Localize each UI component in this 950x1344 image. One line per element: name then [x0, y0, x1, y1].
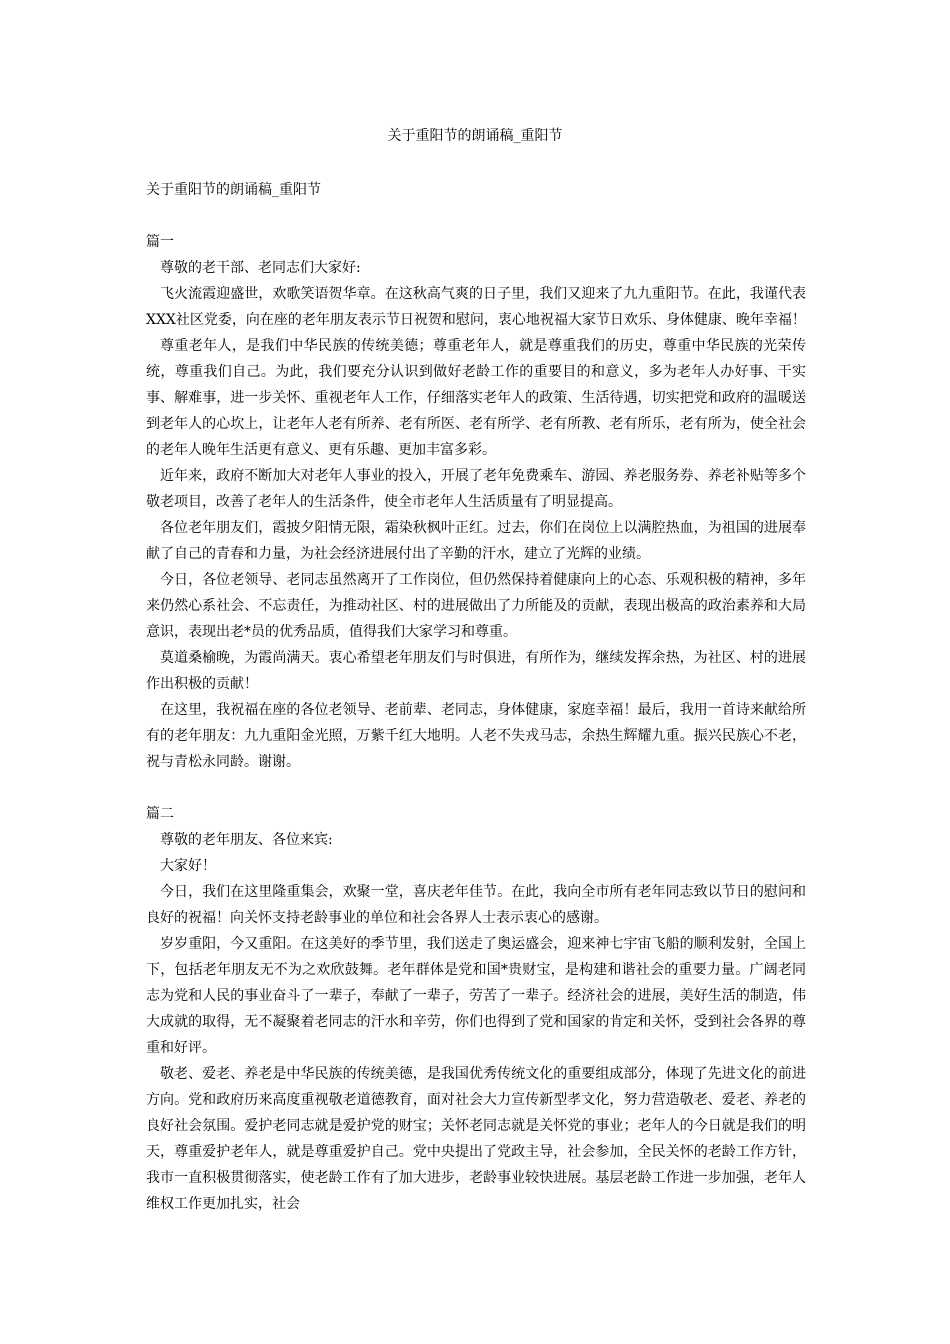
spacer [146, 775, 806, 801]
paragraph: 尊敬的老干部、老同志们大家好: [160, 260, 361, 276]
spacer [146, 203, 806, 229]
paragraph: 各位老年朋友们，霞披夕阳情无限，霜染秋枫叶正红。过去，你们在岗位上以满腔热血，为祖国的进展奉献了自己的青春和力量，为社会经济进展付出了辛勤的汗水，建立了光辉的业绩。 [146, 520, 806, 562]
paragraph: 今日，各位老领导、老同志虽然离开了工作岗位，但仍然保持着健康向上的心态、乐观积极的精神，多年来仍然心系社会、不忘责任，为推动社区、村的进展做出了力所能及的贡献，表现出极高的政治素养和大局意识，表现出老*员的优秀品质，值得我们大家学习和尊重。 [146, 572, 806, 640]
paragraph: 莫道桑榆晚，为霞尚满天。衷心希望老年朋友们与时俱进，有所作为，继续发挥余热，为社区、村的进展作出积极的贡献！ [146, 650, 806, 692]
paragraph: 大家好！ [160, 858, 216, 874]
paragraph: 敬老、爱老、养老是中华民族的传统美德，是我国优秀传统文化的重要组成部分，体现了先进文化的前进方向。党和政府历来高度重视敬老道德教育，面对社会大力宣传新型孝文化，努力营造敬老、爱老、养老的良好社会氛围。爱护老同志就是爱护党的财宝；关怀老同志就是关怀党的事业；老年人的今日就是我们的明天，尊重爱护老年人，就是尊重爱护自己。党中央提出了党政主导，社会参加，全民关怀的老龄工作方针，我市一直积极贯彻落实，使老龄工作有了加大进步，老龄事业较快进展。基层老龄工作进一步加强，老年人维权工作更加扎实，社会 [146, 1066, 806, 1212]
paragraph: 飞火流霞迎盛世，欢歌笑语贺华章。在这秋高气爽的日子里，我们又迎来了九九重阳节。在此，我谨代表XXX社区党委，向在座的老年朋友表示节日祝贺和慰问，衷心地祝福大家节日欢乐、身体健康、晚年幸福！ [146, 286, 806, 328]
paragraph: 岁岁重阳，今又重阳。在这美好的季节里，我们送走了奥运盛会，迎来神七宇宙飞船的顺利发射，全国上下，包括老年朋友无不为之欢欣鼓舞。老年群体是党和国*贵财宝，是构建和谐社会的重要力量。广阔老同志为党和人民的事业奋斗了一辈子，奉献了一辈子，劳苦了一辈子。经济社会的进展，美好生活的制造，伟大成就的取得，无不凝聚着老同志的汗水和辛劳，你们也得到了党和国家的肯定和关怀，受到社会各界的尊重和好评。 [146, 936, 806, 1056]
document-body [146, 177, 806, 1217]
document-title: 关于重阳节的朗诵稿_重阳节 [387, 128, 563, 144]
section-heading: 篇二 [146, 806, 174, 822]
paragraph: 近年来，政府不断加大对老年人事业的投入，开展了老年免费乘车、游园、养老服务券、养老补贴等多个敬老项目，改善了老年人的生活条件，使全市老年人生活质量有了明显提高。 [146, 468, 806, 510]
paragraph: 在这里，我祝福在座的各位老领导、老前辈、老同志，身体健康，家庭幸福！最后，我用一首诗来献给所有的老年朋友：九九重阳金光照，万紫千红大地明。人老不失戎马志，余热生辉耀九重。振兴民族心不老，祝与青松永同龄。谢谢。 [146, 702, 806, 770]
section-heading: 篇一 [146, 234, 174, 250]
paragraph: 尊重老年人，是我们中华民族的传统美德；尊重老年人，就是尊重我们的历史，尊重中华民族的光荣传统，尊重我们自己。为此，我们要充分认识到做好老龄工作的重要目的和意义，多为老年人办好事、干实事、解难事，进一步关怀、重视老年人工作，仔细落实老年人的政策、生活待遇，切实把党和政府的温暖送到老年人的心坎上，让老年人老有所养、老有所医、老有所学、老有所教、老有所乐，老有所为，使全社会的老年人晚年生活更有意义、更有乐趣、更加丰富多彩。 [146, 338, 806, 458]
paragraph: 尊敬的老年朋友、各位来宾: [160, 832, 333, 848]
paragraph: 今日，我们在这里隆重集会，欢聚一堂，喜庆老年佳节。在此，我向全市所有老年同志致以节日的慰问和良好的祝福！向关怀支持老龄事业的单位和社会各界人士表示衷心的感谢。 [146, 884, 806, 926]
document-subtitle: 关于重阳节的朗诵稿_重阳节 [146, 182, 321, 198]
